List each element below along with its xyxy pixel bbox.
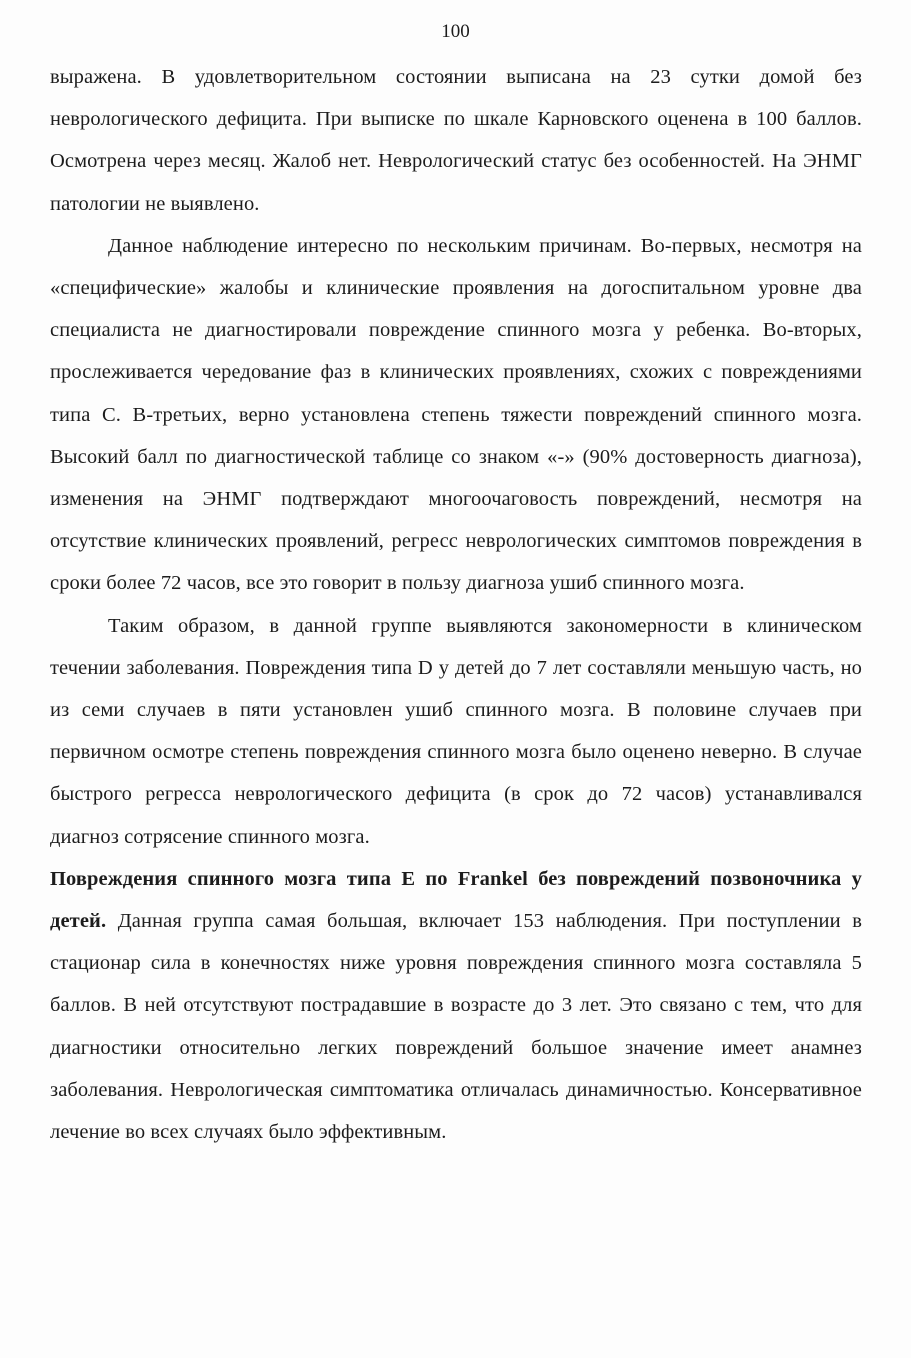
paragraph-case-analysis: Данное наблюдение интересно по нескольким причинам. Во-первых, несмотря на «специфические» жалобы и клинические проявления на догоспитальном уровне два специалиста не диагностировали повреждение спинного мозга у ребенка. Во-вторых, прослеживается чередование фаз в клинических проявлениях, схожих с повреждениями типа С. В-третьих, верно установлена степень тяжести повреждений спинного мозга. Высокий балл по диагностической таблице со знаком «-» (90% достоверность диагноза), изменения на ЭНМГ подтверждают многоочаговость повреждений, несмотря на отсутствие клинических проявлений, регресс неврологических симптомов повреждения в сроки более 72 часов, все это говорит в пользу диагноза ушиб спинного мозга.: [50, 234, 862, 595]
paragraph-discharge: выражена. В удовлетворительном состоянии выписана на 23 сутки домой без неврологического дефицита. При выписке по шкале Карновского оценена в 100 баллов. Осмотрена через месяц. Жалоб нет. Неврологический статус без особенностей. На ЭНМГ патологии не выявлено.: [50, 66, 862, 215]
section-heading: Повреждения спинного мозга типа E по Frankel без повреждений позвоночника у детей.: [50, 867, 862, 933]
paragraph-type-e-text: Данная группа самая большая, включает 153 наблюдения. При поступлении в стационар сила в конечностях ниже уровня повреждения спинного мозга составляла 5 баллов. В ней отсутствуют пострадавшие в возрасте до 3 лет. Это связано с тем, что для диагностики относительно легких повреждений большое значение имеет анамнез заболевания. Неврологическая симптоматика отличалась динамичностью. Консервативное лечение во всех случаях было эффективным.: [50, 910, 862, 1144]
page-number: 100: [441, 21, 470, 42]
body-text: [50, 56, 862, 1153]
paragraph-conclusion: Таким образом, в данной группе выявляются закономерности в клиническом течении заболевания. Повреждения типа D у детей до 7 лет составляли меньшую часть, но из семи случаев в пяти установлен ушиб спинного мозга. В половине случаев при первичном осмотре степень повреждения спинного мозга было оценено неверно. В случае быстрого регресса неврологического дефицита (в срок до 72 часов) устанавливался диагноз сотрясение спинного мозга.: [50, 614, 862, 848]
paragraph-type-e: [50, 858, 862, 1153]
